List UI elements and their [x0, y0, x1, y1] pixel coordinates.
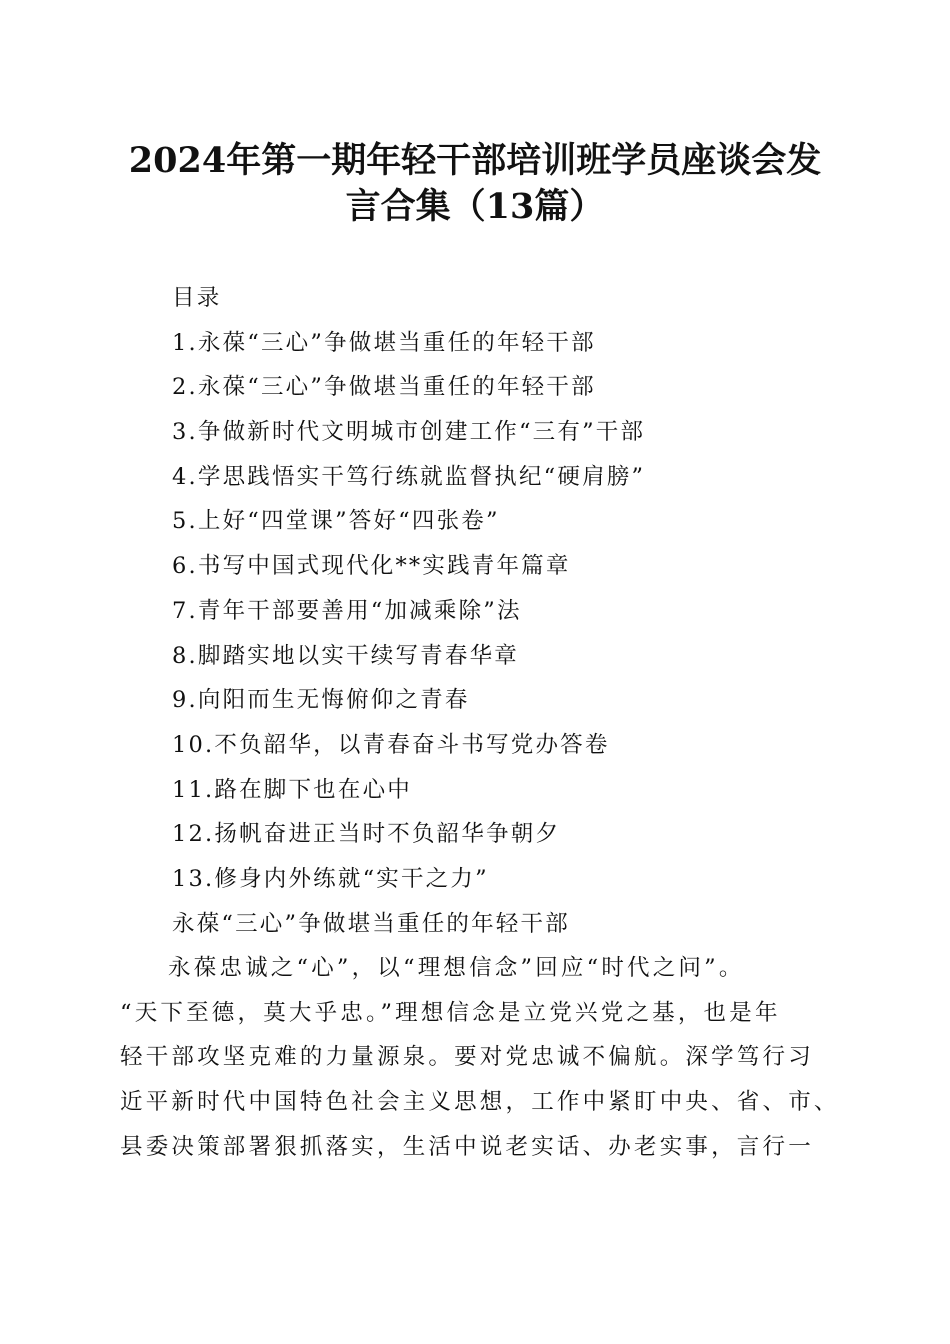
- toc-item: 13.修身内外练就“实干之力”: [172, 865, 489, 892]
- body-line: 永葆忠诚之“心”，以“理想信念”回应“时代之问”。: [168, 955, 745, 981]
- toc-item: 3.争做新时代文明城市创建工作“三有”干部: [172, 419, 646, 446]
- toc-item: 7.青年干部要善用“加减乘除”法: [172, 597, 522, 624]
- section-title: 永葆“三心”争做堪当重任的年轻干部: [172, 910, 570, 937]
- body-line: 近平新时代中国特色社会主义思想，工作中紧盯中央、省、市、: [120, 1089, 840, 1116]
- toc-item: 10.不负韶华，以青春奋斗书写党办答卷: [172, 731, 610, 758]
- document-title-line-1: 2024年第一期年轻干部培训班学员座谈会发: [128, 140, 822, 181]
- body-line: 轻干部攻坚克难的力量源泉。要对党忠诚不偏航。深学笃行习: [120, 1044, 814, 1071]
- body-text: [120, 950, 840, 1173]
- document-title-line-2: 言合集（13篇）: [345, 186, 605, 227]
- body-line: “天下至德，莫大乎忠。”理想信念是立党兴党之基，也是年: [120, 999, 781, 1026]
- body-line: 县委决策部署狠抓落实，生活中说老实话、办老实事，言行一: [120, 1133, 814, 1160]
- document-title: [110, 138, 840, 230]
- toc-item: 5.上好“四堂课”答好“四张卷”: [172, 508, 500, 535]
- toc-item: 1.永葆“三心”争做堪当重任的年轻干部: [172, 329, 596, 356]
- toc-item: 4.学思践悟实干笃行练就监督执纪“硬肩膀”: [172, 463, 646, 490]
- toc-item: 9.向阳而生无悔俯仰之青春: [172, 687, 470, 714]
- toc-item: 2.永葆“三心”争做堪当重任的年轻干部: [172, 374, 596, 401]
- toc-heading: 目录: [172, 285, 222, 311]
- toc-item: 11.路在脚下也在心中: [172, 776, 412, 803]
- toc-item: 6.书写中国式现代化**实践青年篇章: [172, 553, 571, 580]
- toc-item: 8.脚踏实地以实干续写青春华章: [172, 642, 519, 669]
- table-of-contents: [172, 280, 872, 950]
- toc-item: 12.扬帆奋进正当时不负韶华争朝夕: [172, 821, 561, 848]
